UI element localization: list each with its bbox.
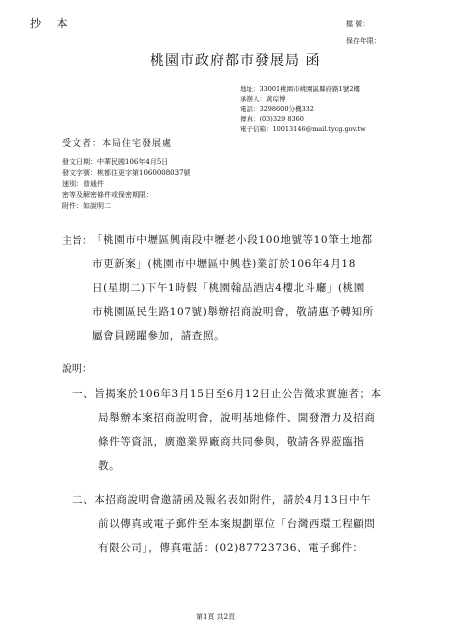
security-level: 密等及解密條件或保密期限： <box>62 191 153 199</box>
attachment: 附件：如說明二 <box>62 202 111 210</box>
explanation-item1-line: 局舉辦本案招商說明會，說明基地條件、開發潛力及招商 <box>98 412 376 424</box>
contact-person: 承辦人：黃琮博 <box>240 95 286 103</box>
explanation-item1-line: 一、旨揭案於106年3月15日至6月12日止公告徵求實施者；本 <box>72 388 382 400</box>
subject-line: 屬會員踴躍參加，請查照。 <box>92 330 226 342</box>
explanation-item2-line: 有限公司」，傳真電話：(02)87723736、電子郵件： <box>98 542 364 554</box>
subject-line: 「桃園市中壢區興南段中壢老小段100地號等10筆土地都 <box>92 234 373 246</box>
copy-stamp: 抄 本 <box>30 17 74 30</box>
page-number: 第1頁 共2頁 <box>196 613 236 621</box>
contact-fax: 傳真：(03)329 8360 <box>240 115 304 123</box>
explanation-item2-line: 二、本招商說明會邀請函及報名表如附件，請於4月13日中午 <box>72 494 372 506</box>
issue-number: 發文字號：桃都住更字第1060008037號 <box>62 169 191 177</box>
subject-line: 市桃園區民生路107號)舉辦招商說明會，敬請惠予轉知所 <box>92 306 374 318</box>
delivery-speed: 速別：普通件 <box>62 180 104 188</box>
explanation-item1-line: 條件等資訊，廣邀業界廠商共同參與，敬請各界蒞臨指 <box>98 436 365 448</box>
explanation-label: 說明： <box>62 364 92 375</box>
contact-phone: 電話：3298600分機332 <box>240 105 314 113</box>
subject-line: 市更新案」(桃園市中壢區中興巷)業訂於106年4月18 <box>92 258 356 270</box>
recipient: 受文者：本局住宅發展處 <box>62 139 173 149</box>
contact-address: 地址：33001桃園市桃園區縣府路1號2樓 <box>240 85 360 93</box>
explanation-item2-line: 前以傳真或電子郵件至本案規劃單位「台灣西環工程顧問 <box>98 518 376 530</box>
issue-date: 發文日期：中華民國106年4月5日 <box>62 158 169 166</box>
retention-label: 保存年限： <box>346 37 381 45</box>
contact-email: 電子信箱：10013146@mail.tycg.gov.tw <box>240 125 366 133</box>
file-number-label: 檔 號： <box>346 20 370 28</box>
subject-label: 主旨： <box>62 236 92 247</box>
subject-line: 日(星期二)下午1時假「桃園翰品酒店4樓北斗廳」(桃園 <box>92 282 365 294</box>
explanation-item1-line: 教。 <box>98 460 121 472</box>
document-title: 桃園市政府都市發展局 函 <box>150 53 321 69</box>
